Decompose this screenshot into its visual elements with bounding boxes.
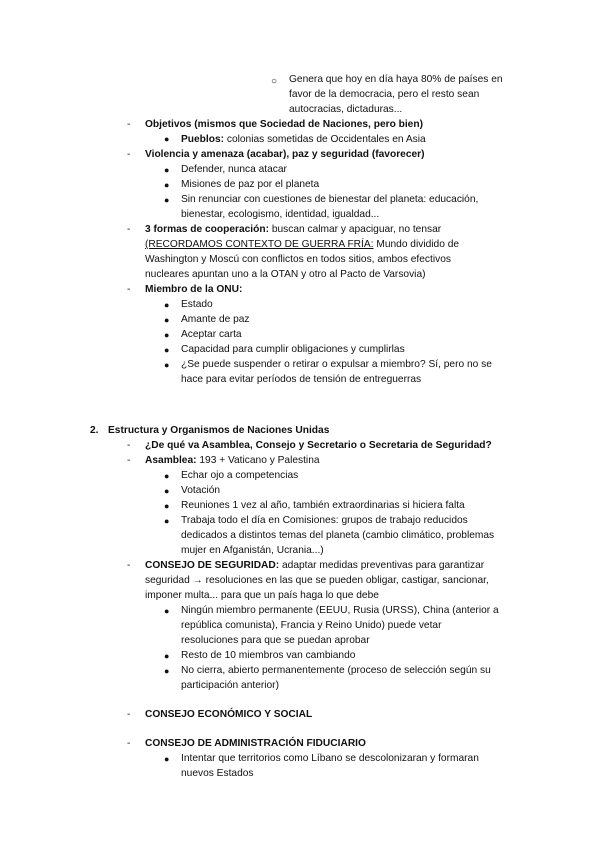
list-item: Intentar que territorios como Líbano se descolonizaran y formaran xyxy=(181,753,479,764)
text-line: participación anterior) xyxy=(181,680,279,691)
dot-bullet-icon: ● xyxy=(164,754,170,764)
dot-bullet-icon: ● xyxy=(164,606,170,616)
section-heading: ¿De qué va Asamblea, Consejo y Secretario o Secretaria de Seguridad? xyxy=(145,440,492,451)
dash-bullet-icon: - xyxy=(127,224,131,235)
dot-bullet-icon: ● xyxy=(164,501,170,511)
text-line: favor de la democracia, pero el resto sean xyxy=(289,89,480,100)
dash-bullet-icon: - xyxy=(127,738,131,749)
list-item: Reuniones 1 vez al año, también extraordinarias si hiciera falta xyxy=(181,500,465,511)
text-line: imponer multa... para que un país haga lo que debe xyxy=(145,590,379,601)
section-title: Estructura y Organismos de Naciones Unidas xyxy=(108,425,330,436)
section-heading: Objetivos (mismos que Sociedad de Naciones, pero bien) xyxy=(145,119,423,130)
list-item: Amante de paz xyxy=(181,314,250,325)
dot-bullet-icon: ● xyxy=(164,471,170,481)
dot-bullet-icon: ● xyxy=(164,360,170,370)
dot-bullet-icon: ● xyxy=(164,180,170,190)
dot-bullet-icon: ● xyxy=(164,195,170,205)
list-item: Echar ojo a competencias xyxy=(181,470,299,481)
item-label: Asamblea: xyxy=(145,455,197,466)
dash-bullet-icon: - xyxy=(127,455,131,466)
text-line: seguridad → resoluciones en las que se pueden obligar, castigar, sancionar, xyxy=(145,575,489,586)
text-line: mujer en Afganistán, Ucrania...) xyxy=(181,545,324,556)
item-text: 193 + Vaticano y Palestina xyxy=(196,455,320,466)
text-line: dedicados a distintos temas del planeta (cambio climático, problemas xyxy=(181,530,495,541)
list-item: Defender, nunca atacar xyxy=(181,164,287,175)
list-item xyxy=(145,453,320,468)
list-item: Estado xyxy=(181,299,213,310)
list-item: Sin renunciar con cuestiones de bienestar del planeta: educación, xyxy=(181,194,479,205)
text-line xyxy=(145,237,459,252)
item-label: Pueblos: xyxy=(181,134,225,145)
list-item xyxy=(145,222,441,237)
item-label: 3 formas de cooperación: xyxy=(145,224,269,235)
underlined-text: (RECORDAMOS CONTEXTO DE GUERRA FRÍA: xyxy=(145,239,374,250)
item-text: buscan calmar y apaciguar, no tensar xyxy=(268,224,442,235)
dot-bullet-icon: ● xyxy=(164,300,170,310)
dash-bullet-icon: - xyxy=(127,119,131,130)
circle-bullet-icon: ○ xyxy=(271,76,278,87)
dot-bullet-icon: ● xyxy=(164,330,170,340)
dash-bullet-icon: - xyxy=(127,560,131,571)
text-line: bienestar, ecologismo, identidad, igualdad... xyxy=(181,209,380,220)
dot-bullet-icon: ● xyxy=(164,345,170,355)
dot-bullet-icon: ● xyxy=(164,516,170,526)
dash-bullet-icon: - xyxy=(127,149,131,160)
text-line: resoluciones para que se puedan aprobar xyxy=(181,635,370,646)
dot-bullet-icon: ● xyxy=(164,165,170,175)
dot-bullet-icon: ● xyxy=(164,651,170,661)
dot-bullet-icon: ● xyxy=(164,486,170,496)
list-item: Votación xyxy=(181,485,221,496)
list-item: Capacidad para cumplir obligaciones y cumplirlas xyxy=(181,344,405,355)
dash-bullet-icon: - xyxy=(127,440,131,451)
item-text: Mundo dividido de xyxy=(373,239,460,250)
section-heading: CONSEJO DE ADMINISTRACIÓN FIDUCIARIO xyxy=(145,738,366,749)
list-item: Trabaja todo el día en Comisiones: grupos de trabajo reducidos xyxy=(181,515,468,526)
dot-bullet-icon: ● xyxy=(164,666,170,676)
list-item: Resto de 10 miembros van cambiando xyxy=(181,650,356,661)
dash-bullet-icon: - xyxy=(127,284,131,295)
dash-bullet-icon: - xyxy=(127,709,131,720)
list-item xyxy=(145,558,484,573)
item-label: CONSEJO DE SEGURIDAD: xyxy=(145,560,280,571)
dot-bullet-icon: ● xyxy=(164,315,170,325)
list-item: Aceptar carta xyxy=(181,329,242,340)
text-line: autocracias, dictaduras... xyxy=(289,104,403,115)
text-line: nuevos Estados xyxy=(181,768,254,779)
section-heading: Miembro de la ONU: xyxy=(145,284,243,295)
text-line: república comunista), Francia y Reino Unido) puede vetar xyxy=(181,620,442,631)
list-item: Ningún miembro permanente (EEUU, Rusia (URSS), China (anterior a xyxy=(181,605,499,616)
item-text: adaptar medidas preventivas para garantizar xyxy=(279,560,485,571)
text-line: Washington y Moscú con conflictos en todos sitios, ambos efectivos xyxy=(145,254,451,265)
list-item: ¿Se puede suspender o retirar o expulsar a miembro? Sí, pero no se xyxy=(181,359,492,370)
dot-bullet-icon: ● xyxy=(164,134,170,144)
item-text: colonias sometidas de Occidentales en Asia xyxy=(224,134,426,145)
text-line: hace para evitar períodos de tensión de entreguerras xyxy=(181,374,422,385)
section-heading: CONSEJO ECONÓMICO Y SOCIAL xyxy=(145,709,313,720)
text-line: Genera que hoy en día haya 80% de países en xyxy=(289,74,503,85)
section-number: 2. xyxy=(90,425,99,436)
list-item: No cierra, abierto permanentemente (proceso de selección según su xyxy=(181,665,491,676)
list-item: Misiones de paz por el planeta xyxy=(181,179,320,190)
text-line: nucleares apuntan uno a la OTAN y otro al Pacto de Varsovia) xyxy=(145,269,426,280)
section-heading: Violencia y amenaza (acabar), paz y seguridad (favorecer) xyxy=(145,149,425,160)
list-item xyxy=(181,132,426,147)
